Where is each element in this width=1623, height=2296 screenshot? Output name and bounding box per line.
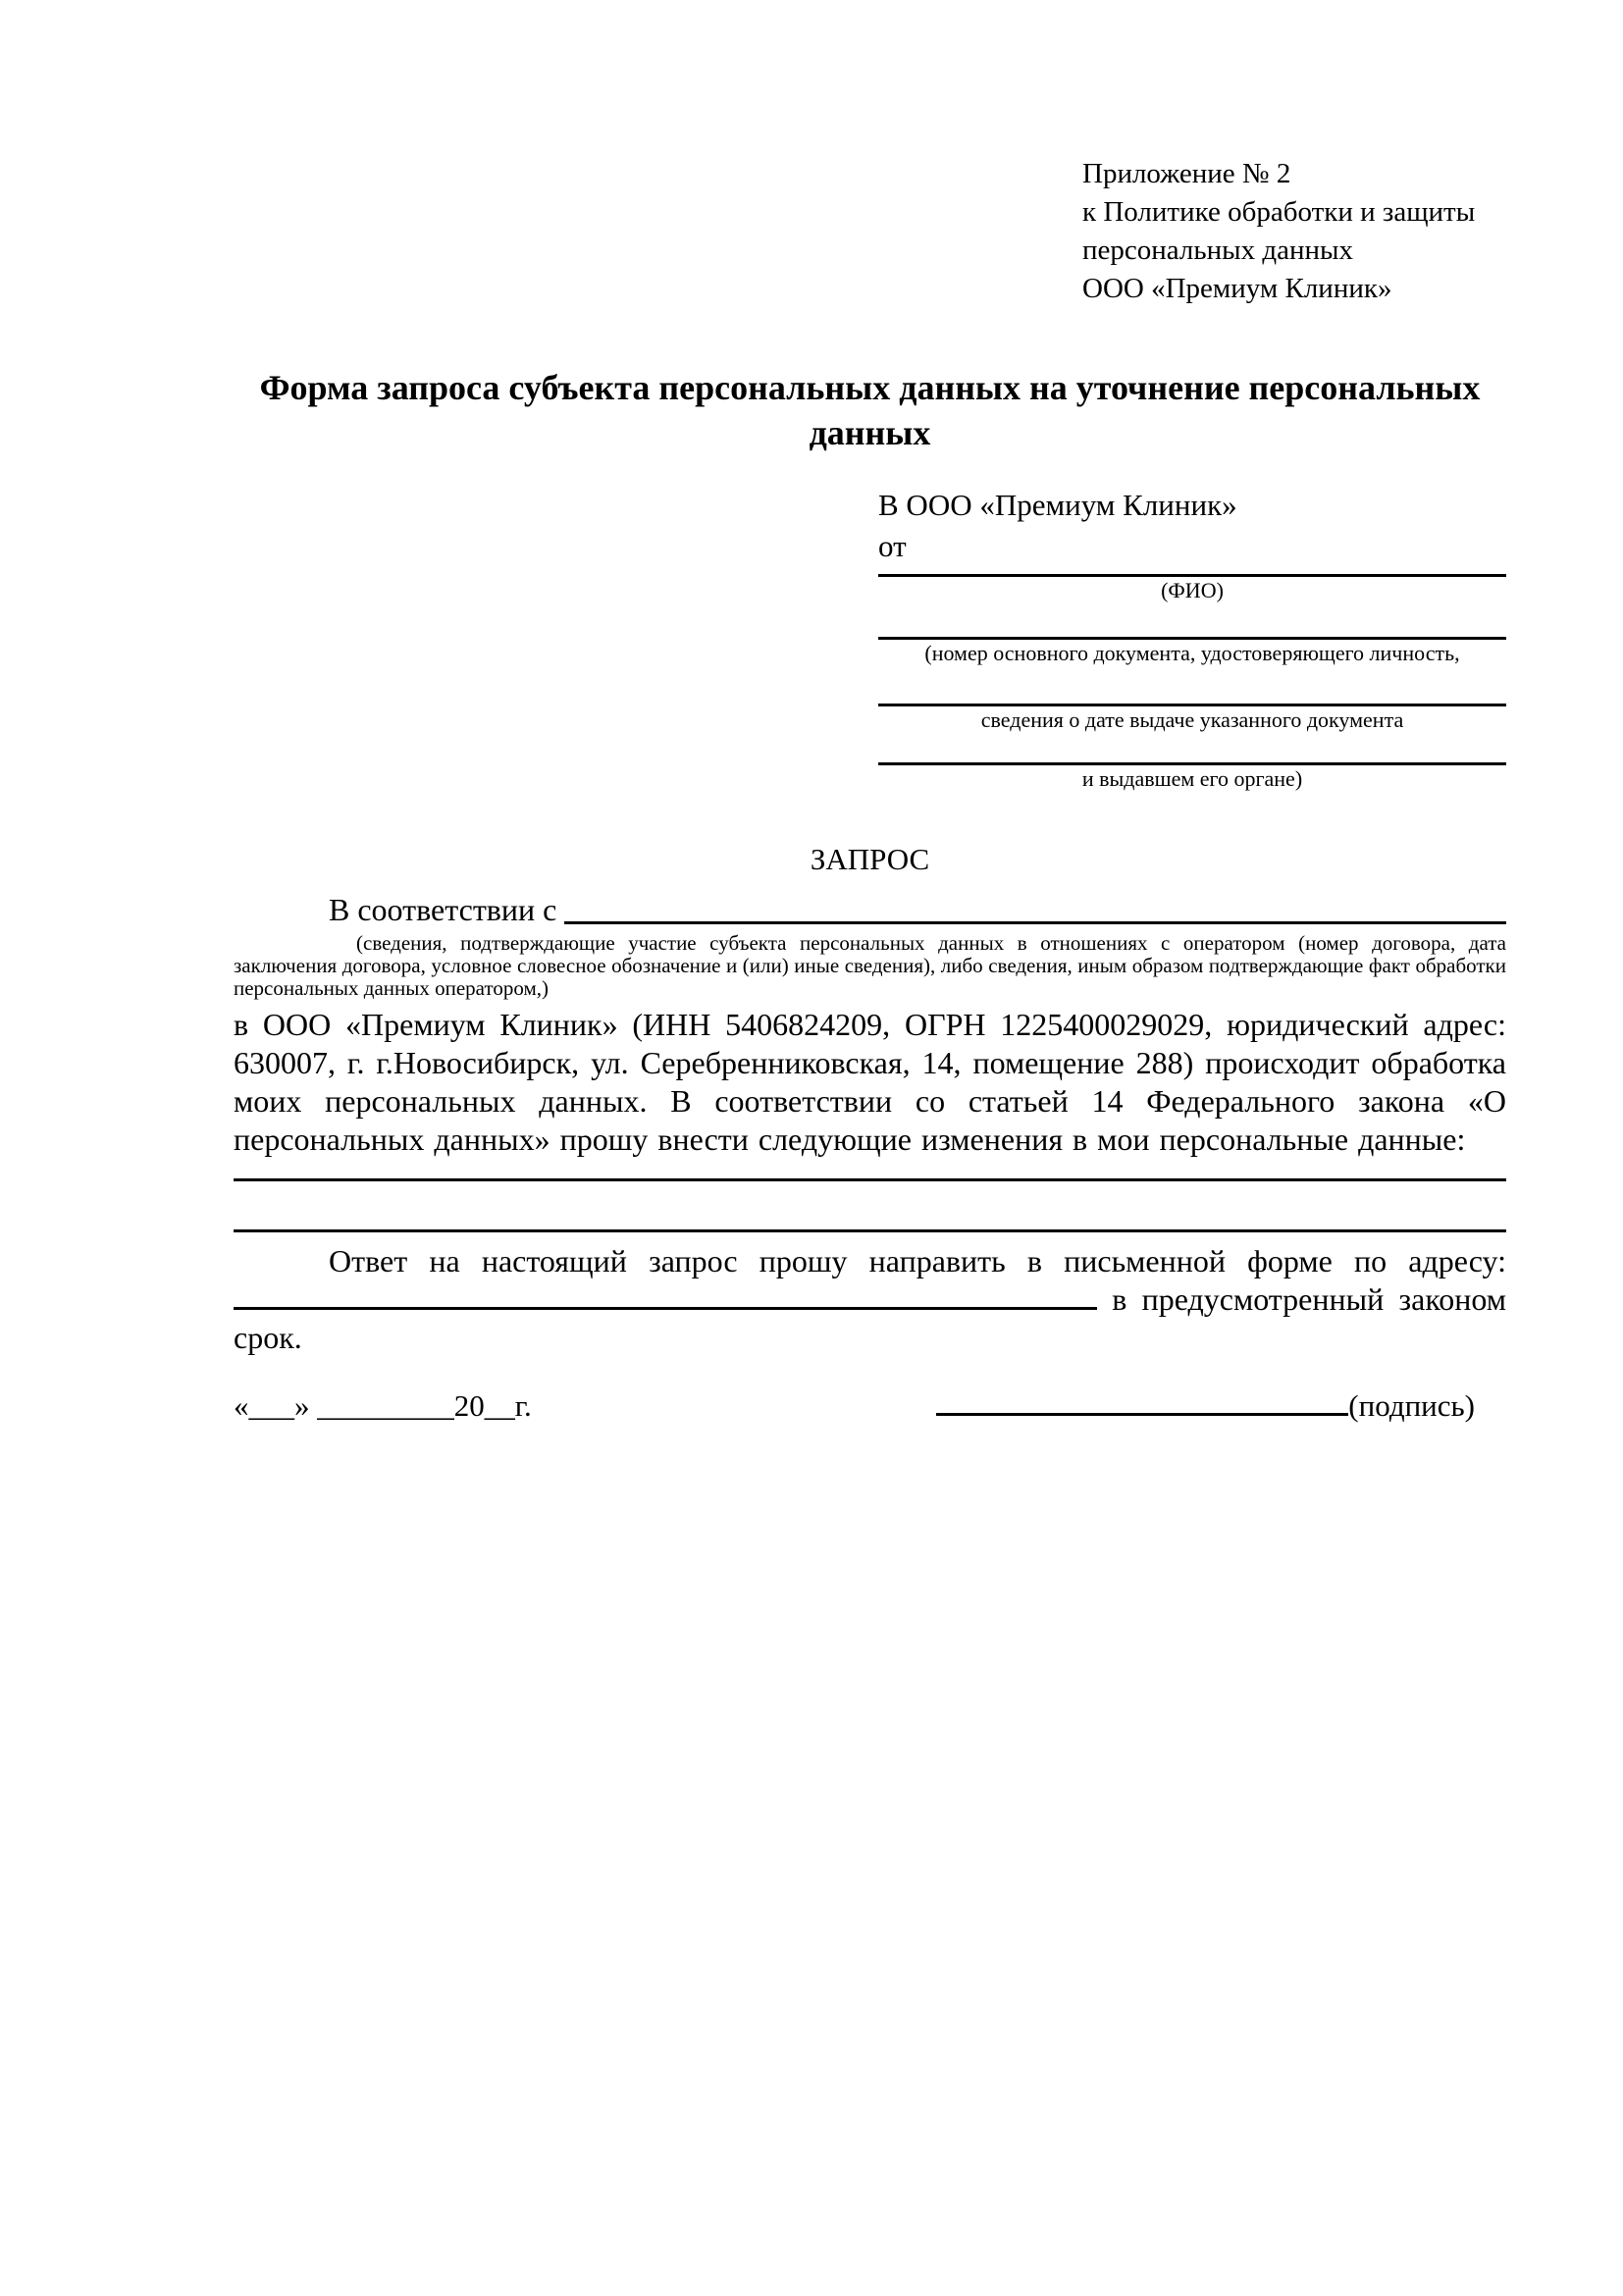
doc-number-field-caption: (номер основного документа, удостоверяющего личность, — [924, 641, 1460, 665]
issue-org-field-caption: и выдавшем его органе) — [1081, 766, 1303, 791]
addressee-block — [878, 485, 1506, 793]
fio-field-line — [878, 567, 1506, 577]
issue-date-field-line — [878, 667, 1506, 706]
opening-text: В соответствии с — [329, 892, 557, 927]
doc-number-field — [878, 604, 1506, 667]
issue-org-field — [878, 734, 1506, 793]
opening-fill-line — [564, 921, 1506, 924]
issue-date-field-caption: сведения о дате выдаче указанного документа — [980, 707, 1404, 732]
signature-caption: (подпись) — [1348, 1388, 1475, 1423]
fio-field-caption: (ФИО) — [1161, 578, 1224, 602]
opening-line — [234, 889, 1506, 930]
addressee-from-label: от — [878, 529, 907, 563]
date-signature-row — [234, 1386, 1506, 1426]
addressee-to: В ООО «Премиум Клиник» — [878, 488, 1237, 522]
signature-area — [936, 1386, 1475, 1426]
letterhead-line: персональных данных — [1082, 235, 1354, 266]
letterhead-block — [1082, 155, 1506, 308]
date-line: «___» _________20__г. — [234, 1388, 532, 1423]
reply-text-before: Ответ на настоящий запрос прошу направить в письменной форме по адресу: — [329, 1243, 1506, 1278]
address-fill-line — [234, 1280, 1097, 1310]
issue-org-field-line — [878, 734, 1506, 765]
footnote-text: (сведения, подтверждающие участие субъекта персональных данных в отношениях с оператором (номер договора, дата заключения договора, условное словесное обозначение и (или) иные сведения), либо сведения, иным образом подтверждающие факт обработки персональных данных оператором,) — [234, 931, 1506, 1000]
request-heading: ЗАПРОС — [810, 842, 930, 876]
body-paragraph: в ООО «Премиум Клиник» (ИНН 5406824209, ОГРН 1225400029029, юридический адрес: 630007, г. г.Новосибирск, ул. Серебренниковская, 14, помещение 288) происходит обработка моих персональных данных. В соответствии со статьей 14 Федерального закона «О персональных данных» прошу внести следующие изменения в мои персональные данные: — [234, 1007, 1506, 1157]
letterhead-line: Приложение № 2 — [1082, 158, 1291, 189]
fio-field — [878, 567, 1506, 604]
reply-text-after: в предусмотренный законом срок. — [234, 1281, 1507, 1355]
letterhead-line: ООО «Премиум Клиник» — [1082, 273, 1392, 304]
letterhead-line: к Политике обработки и защиты — [1082, 196, 1476, 228]
issue-date-field — [878, 667, 1506, 734]
reply-paragraph — [234, 1242, 1506, 1357]
form-title: Форма запроса субъекта персональных данных на уточнение персональных данных — [259, 368, 1481, 452]
signature-line — [936, 1386, 1348, 1416]
doc-number-field-line — [878, 604, 1506, 640]
changes-fill-line-2 — [234, 1181, 1506, 1232]
